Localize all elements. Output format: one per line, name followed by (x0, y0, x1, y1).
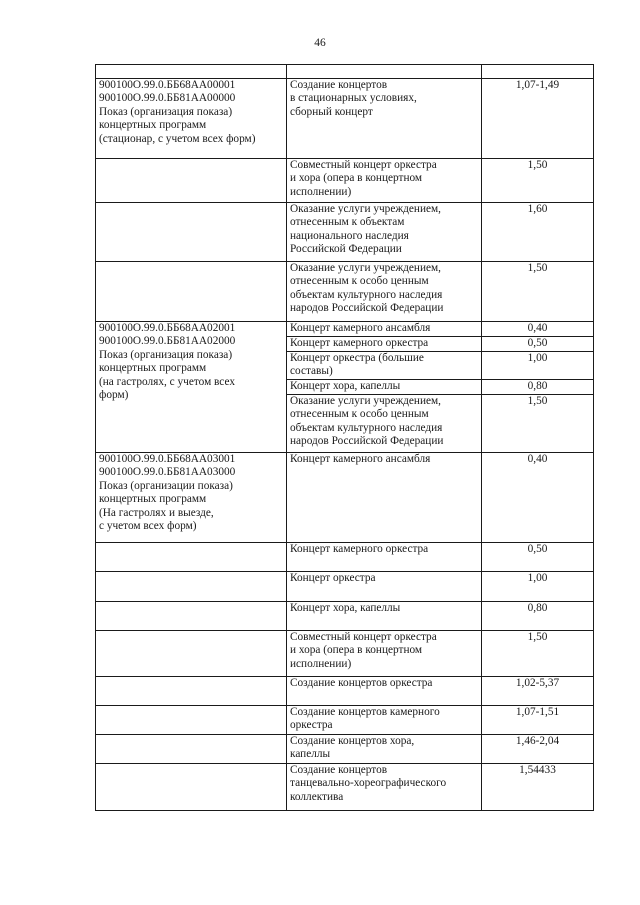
service-code-cell (96, 65, 287, 79)
coefficient-cell: 1,02-5,37 (482, 677, 594, 706)
work-type-line: Концерт хора, капеллы (290, 380, 401, 392)
work-type-line: отнесенным к объектам (290, 216, 405, 229)
work-type-cell (287, 262, 482, 322)
service-code-line: концертных программ (99, 119, 207, 132)
work-type-line: народов Российской Федерации (290, 302, 444, 315)
work-type-cell (287, 453, 482, 543)
service-code-cell (96, 262, 287, 322)
table-row (96, 453, 594, 543)
service-code-line: 900100О.99.0.ББ81АА00000 (99, 92, 236, 105)
coefficient-cell: 0,80 (482, 602, 594, 631)
table-row (96, 735, 594, 764)
coefficient-cell: 0,40 (482, 322, 594, 337)
work-type-line: Оказание услуги учреждением, (290, 262, 441, 274)
coefficient-cell: 1,50 (482, 631, 594, 677)
service-code-line: (на гастролях, с учетом всех (99, 375, 235, 388)
table-row (96, 262, 594, 322)
service-code-cell (96, 602, 287, 631)
work-type-line: Создание концертов хора, (290, 735, 415, 747)
work-type-line: Совместный концерт оркестра (290, 159, 437, 171)
service-code-line: 900100О.99.0.ББ68АА00001 (99, 79, 236, 91)
work-type-line: Концерт камерного ансамбля (290, 322, 431, 334)
work-type-line: народов Российской Федерации (290, 435, 444, 448)
service-code-line: (стационар, с учетом всех форм) (99, 132, 256, 145)
work-type-line: и хора (опера в концертном (290, 172, 423, 185)
page-number: 46 (314, 37, 326, 49)
work-type-cell (287, 395, 482, 453)
table-row (96, 764, 594, 811)
work-type-cell (287, 602, 482, 631)
service-code-line: Показ (организация показа) (99, 348, 233, 361)
work-type-line: Концерт оркестра (большие (290, 352, 424, 364)
table-row (96, 322, 594, 337)
work-type-line: Концерт камерного оркестра (290, 337, 429, 349)
coefficient-cell: 1,54433 (482, 764, 594, 811)
work-type-line: исполнении) (290, 657, 352, 670)
service-code-cell (96, 453, 287, 543)
service-code-line: концертных программ (99, 362, 207, 375)
service-code-line: 900100О.99.0.ББ81АА03000 (99, 466, 236, 479)
work-type-line: Концерт камерного ансамбля (290, 453, 431, 465)
work-type-line: оркестра (290, 719, 333, 732)
service-code-cell (96, 203, 287, 262)
table-row (96, 572, 594, 602)
work-type-cell (287, 543, 482, 572)
work-type-cell (287, 79, 482, 159)
work-type-cell (287, 352, 482, 380)
coefficient-cell: 0,40 (482, 453, 594, 543)
work-type-line: национального наследия (290, 229, 409, 242)
table-row (96, 159, 594, 203)
work-type-cell (287, 380, 482, 395)
work-type-line: Совместный концерт оркестра (290, 631, 437, 643)
service-code-cell (96, 735, 287, 764)
work-type-line: в стационарных условиях, (290, 92, 417, 105)
service-code-line: концертных программ (99, 493, 207, 506)
service-code-line: 900100О.99.0.ББ68АА03001 (99, 453, 236, 465)
work-type-cell (287, 764, 482, 811)
work-type-line: Оказание услуги учреждением, (290, 203, 441, 215)
coefficient-cell: 1,46-2,04 (482, 735, 594, 764)
service-code-cell (96, 677, 287, 706)
coefficient-cell: 1,50 (482, 395, 594, 453)
work-type-cell (287, 65, 482, 79)
service-code-line: форм) (99, 389, 129, 402)
work-type-line: отнесенным к особо ценным (290, 408, 429, 421)
service-code-line: с учетом всех форм) (99, 520, 197, 533)
work-type-line: исполнении) (290, 185, 352, 198)
coefficient-cell: 0,80 (482, 380, 594, 395)
table-row (96, 602, 594, 631)
service-code-cell (96, 543, 287, 572)
work-type-line: Создание концертов (290, 764, 388, 776)
work-type-line: отнесенным к особо ценным (290, 275, 429, 288)
work-type-cell (287, 735, 482, 764)
table-row (96, 706, 594, 735)
service-code-line: 900100О.99.0.ББ68АА02001 (99, 322, 236, 334)
coefficient-cell: 0,50 (482, 337, 594, 352)
work-type-cell (287, 203, 482, 262)
work-type-line: танцевально-хореографического (290, 777, 447, 790)
work-type-cell (287, 322, 482, 337)
work-type-line: Российской Федерации (290, 243, 402, 256)
work-type-line: объектам культурного наследия (290, 421, 443, 434)
work-type-line: и хора (опера в концертном (290, 644, 423, 657)
coefficient-cell: 1,50 (482, 159, 594, 203)
work-type-line: Создание концертов камерного (290, 706, 440, 718)
service-code-cell (96, 159, 287, 203)
work-type-cell (287, 677, 482, 706)
table-row (96, 203, 594, 262)
coefficient-cell: 1,50 (482, 262, 594, 322)
coefficients-table (95, 64, 594, 811)
work-type-line: капеллы (290, 748, 331, 761)
service-code-cell (96, 322, 287, 453)
service-code-line: 900100О.99.0.ББ81АА02000 (99, 335, 236, 348)
work-type-line: объектам культурного наследия (290, 288, 443, 301)
work-type-line: Создание концертов (290, 79, 388, 91)
work-type-line: Концерт камерного оркестра (290, 543, 429, 555)
coefficient-cell: 0,50 (482, 543, 594, 572)
service-code-cell (96, 706, 287, 735)
table-row (96, 79, 594, 159)
work-type-cell (287, 572, 482, 602)
work-type-cell (287, 337, 482, 352)
coefficient-cell: 1,00 (482, 572, 594, 602)
table-row (96, 631, 594, 677)
work-type-line: сборный концерт (290, 105, 373, 118)
work-type-cell (287, 159, 482, 203)
coefficient-cell: 1,07-1,51 (482, 706, 594, 735)
work-type-line: составы) (290, 365, 333, 378)
coefficient-cell (482, 65, 594, 79)
coefficient-cell: 1,60 (482, 203, 594, 262)
table-row (96, 543, 594, 572)
coefficient-cell: 1,00 (482, 352, 594, 380)
table-row (96, 65, 594, 79)
service-code-line: (На гастролях и выезде, (99, 506, 214, 519)
work-type-line: Оказание услуги учреждением, (290, 395, 441, 407)
work-type-cell (287, 706, 482, 735)
service-code-cell (96, 631, 287, 677)
service-code-cell (96, 572, 287, 602)
work-type-line: Создание концертов оркестра (290, 677, 433, 689)
coefficient-cell: 1,07-1,49 (482, 79, 594, 159)
table-row (96, 677, 594, 706)
work-type-cell (287, 631, 482, 677)
service-code-line: Показ (организация показа) (99, 105, 233, 118)
service-code-cell (96, 764, 287, 811)
work-type-line: Концерт хора, капеллы (290, 602, 401, 614)
work-type-line: Концерт оркестра (290, 572, 376, 584)
service-code-cell (96, 79, 287, 159)
work-type-line: коллектива (290, 790, 344, 803)
service-code-line: Показ (организации показа) (99, 479, 233, 492)
